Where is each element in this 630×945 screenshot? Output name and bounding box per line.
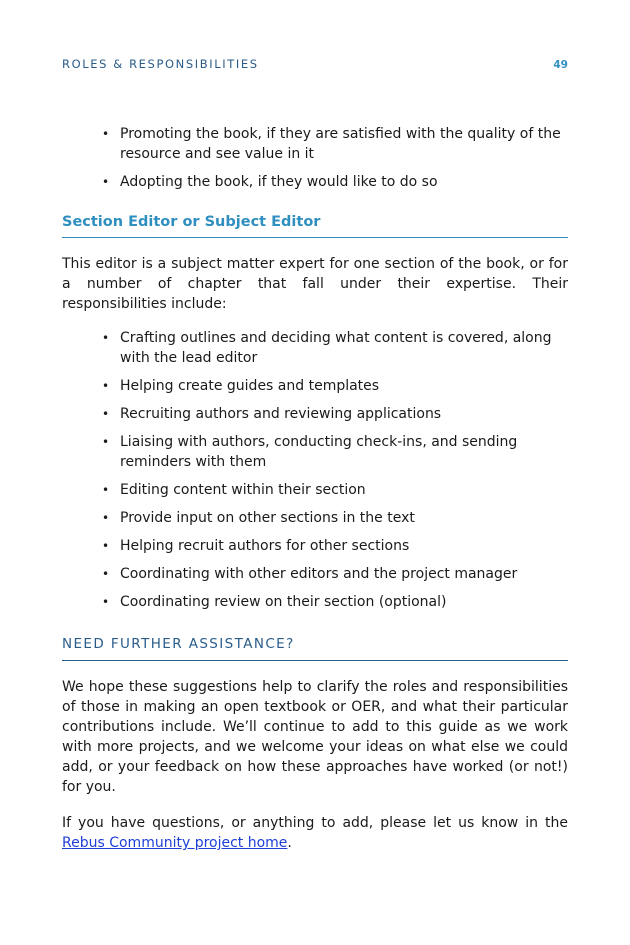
- list-item: • Crafting outlines and deciding what content is covered, along with the lead editor: [120, 328, 568, 368]
- list-item: • Coordinating with other editors and the project manager: [120, 564, 568, 584]
- list-item: • Editing content within their section: [120, 480, 568, 500]
- list-item: • Recruiting authors and reviewing applications: [120, 404, 568, 424]
- top-bullet-list: [62, 124, 568, 192]
- page-number: 49: [553, 59, 568, 71]
- assistance-heading: NEED FURTHER ASSISTANCE?: [62, 634, 568, 661]
- section-editor-heading: Section Editor or Subject Editor: [62, 212, 568, 238]
- list-item: • Liaising with authors, conducting check-ins, and sending reminders with them: [120, 432, 568, 472]
- rebus-community-link[interactable]: Rebus Community project home: [62, 835, 288, 851]
- list-item: • Promoting the book, if they are satisfied with the quality of the resource and see value in it: [120, 124, 568, 164]
- contact-paragraph: [62, 813, 568, 853]
- assistance-paragraph: We hope these suggestions help to clarify the roles and responsibilities of those in making an open textbook or OER, and what their particular contributions include. We’ll continue to add to this guide as we work with more projects, and we welcome your ideas on what else we could add, or your feedback on how these approaches have worked (or not!) for you.: [62, 679, 568, 795]
- list-item: • Helping create guides and templates: [120, 376, 568, 396]
- section-editor-bullet-list: [62, 328, 568, 612]
- list-item: • Adopting the book, if they would like to do so: [120, 172, 568, 192]
- section-editor-intro: This editor is a subject matter expert for one section of the book, or for a number of chapter that fall under their expertise. Their responsibilities include:: [62, 256, 568, 312]
- page-content: [62, 124, 568, 853]
- list-item: • Provide input on other sections in the text: [120, 508, 568, 528]
- list-item: • Coordinating review on their section (optional): [120, 592, 568, 612]
- contact-period: .: [287, 835, 292, 851]
- running-head: ROLES & RESPONSIBILITIES: [62, 57, 259, 71]
- list-item: • Helping recruit authors for other sections: [120, 536, 568, 556]
- contact-text: If you have questions, or anything to add, please let us know in the: [62, 815, 568, 831]
- page-header: [62, 57, 568, 71]
